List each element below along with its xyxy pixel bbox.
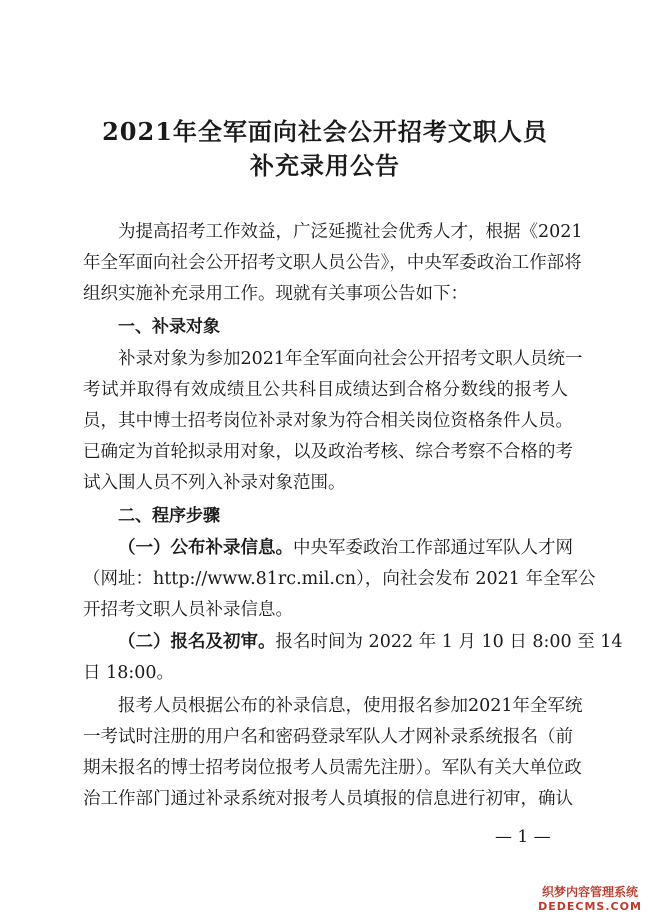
section-2-item-1-line-2: （网址：http://www.81rc.mil.cn），向社会发布 2021 年全军公 [83, 569, 596, 589]
site-watermark-logo [536, 885, 644, 915]
item-1-label: （一）公布补录信息。 [118, 538, 293, 558]
page-number: — 1 — [495, 827, 551, 847]
section-2-heading: 二、程序步骤 [118, 506, 220, 526]
section-2-para-line-2: 一考试时注册的用户名和密码登录军队人才网补录系统报名（前 [83, 727, 573, 747]
section-2-item-1-line-1 [118, 537, 573, 559]
section-1-line-4: 已确定为首轮拟录用对象，以及政治考核、综合考察不合格的考 [83, 442, 573, 462]
section-2-para-line-4: 治工作部门通过补录系统对报考人员填报的信息进行初审，确认 [83, 789, 573, 809]
section-1-line-2: 考试并取得有效成绩且公共科目成绩达到合格分数线的报考人 [83, 380, 568, 400]
intro-line-2: 年全军面向社会公开招考文职人员公告》，中央军委政治工作部将 [83, 253, 582, 273]
section-1-line-3: 员，其中博士招考岗位补录对象为符合相关岗位资格条件人员。 [83, 411, 573, 431]
section-2-para-line-1: 报考人员根据公布的补录信息，使用报名参加2021年全军统 [118, 696, 583, 716]
item-2-label: （二）报名及初审。 [118, 632, 276, 652]
document-title-line-1: 2021年全军面向社会公开招考文职人员 [102, 117, 548, 146]
section-1-line-1: 补录对象为参加2021年全军面向社会公开招考文职人员统一 [118, 349, 583, 369]
section-1-line-5: 试入围人员不列入补录对象范围。 [83, 473, 346, 493]
section-2-item-2-line-1 [118, 631, 623, 653]
intro-line-1: 为提高招考工作效益，广泛延揽社会优秀人才，根据《2021 [118, 222, 583, 242]
section-1-heading: 一、补录对象 [118, 317, 220, 337]
section-2-para-line-3: 期未报名的博士招考岗位报考人员需先注册）。军队有关大单位政 [83, 758, 582, 778]
watermark-line-2: DEDECMS.COM [538, 900, 642, 913]
watermark-line-1: 织梦内容管理系统 [541, 885, 638, 899]
item-1-text: 中央军委政治工作部通过军队人才网 [293, 538, 573, 558]
item-2-text: 报名时间为 2022 年 1 月 10 日 8:00 至 14 [275, 632, 623, 652]
section-2-item-2-line-2: 日 18:00。 [83, 663, 174, 683]
document-title-line-2: 补充录用公告 [250, 151, 400, 180]
intro-line-3: 组织实施补充录用工作。现就有关事项公告如下： [83, 284, 468, 304]
section-2-item-1-line-3: 开招考文职人员补录信息。 [83, 600, 293, 620]
